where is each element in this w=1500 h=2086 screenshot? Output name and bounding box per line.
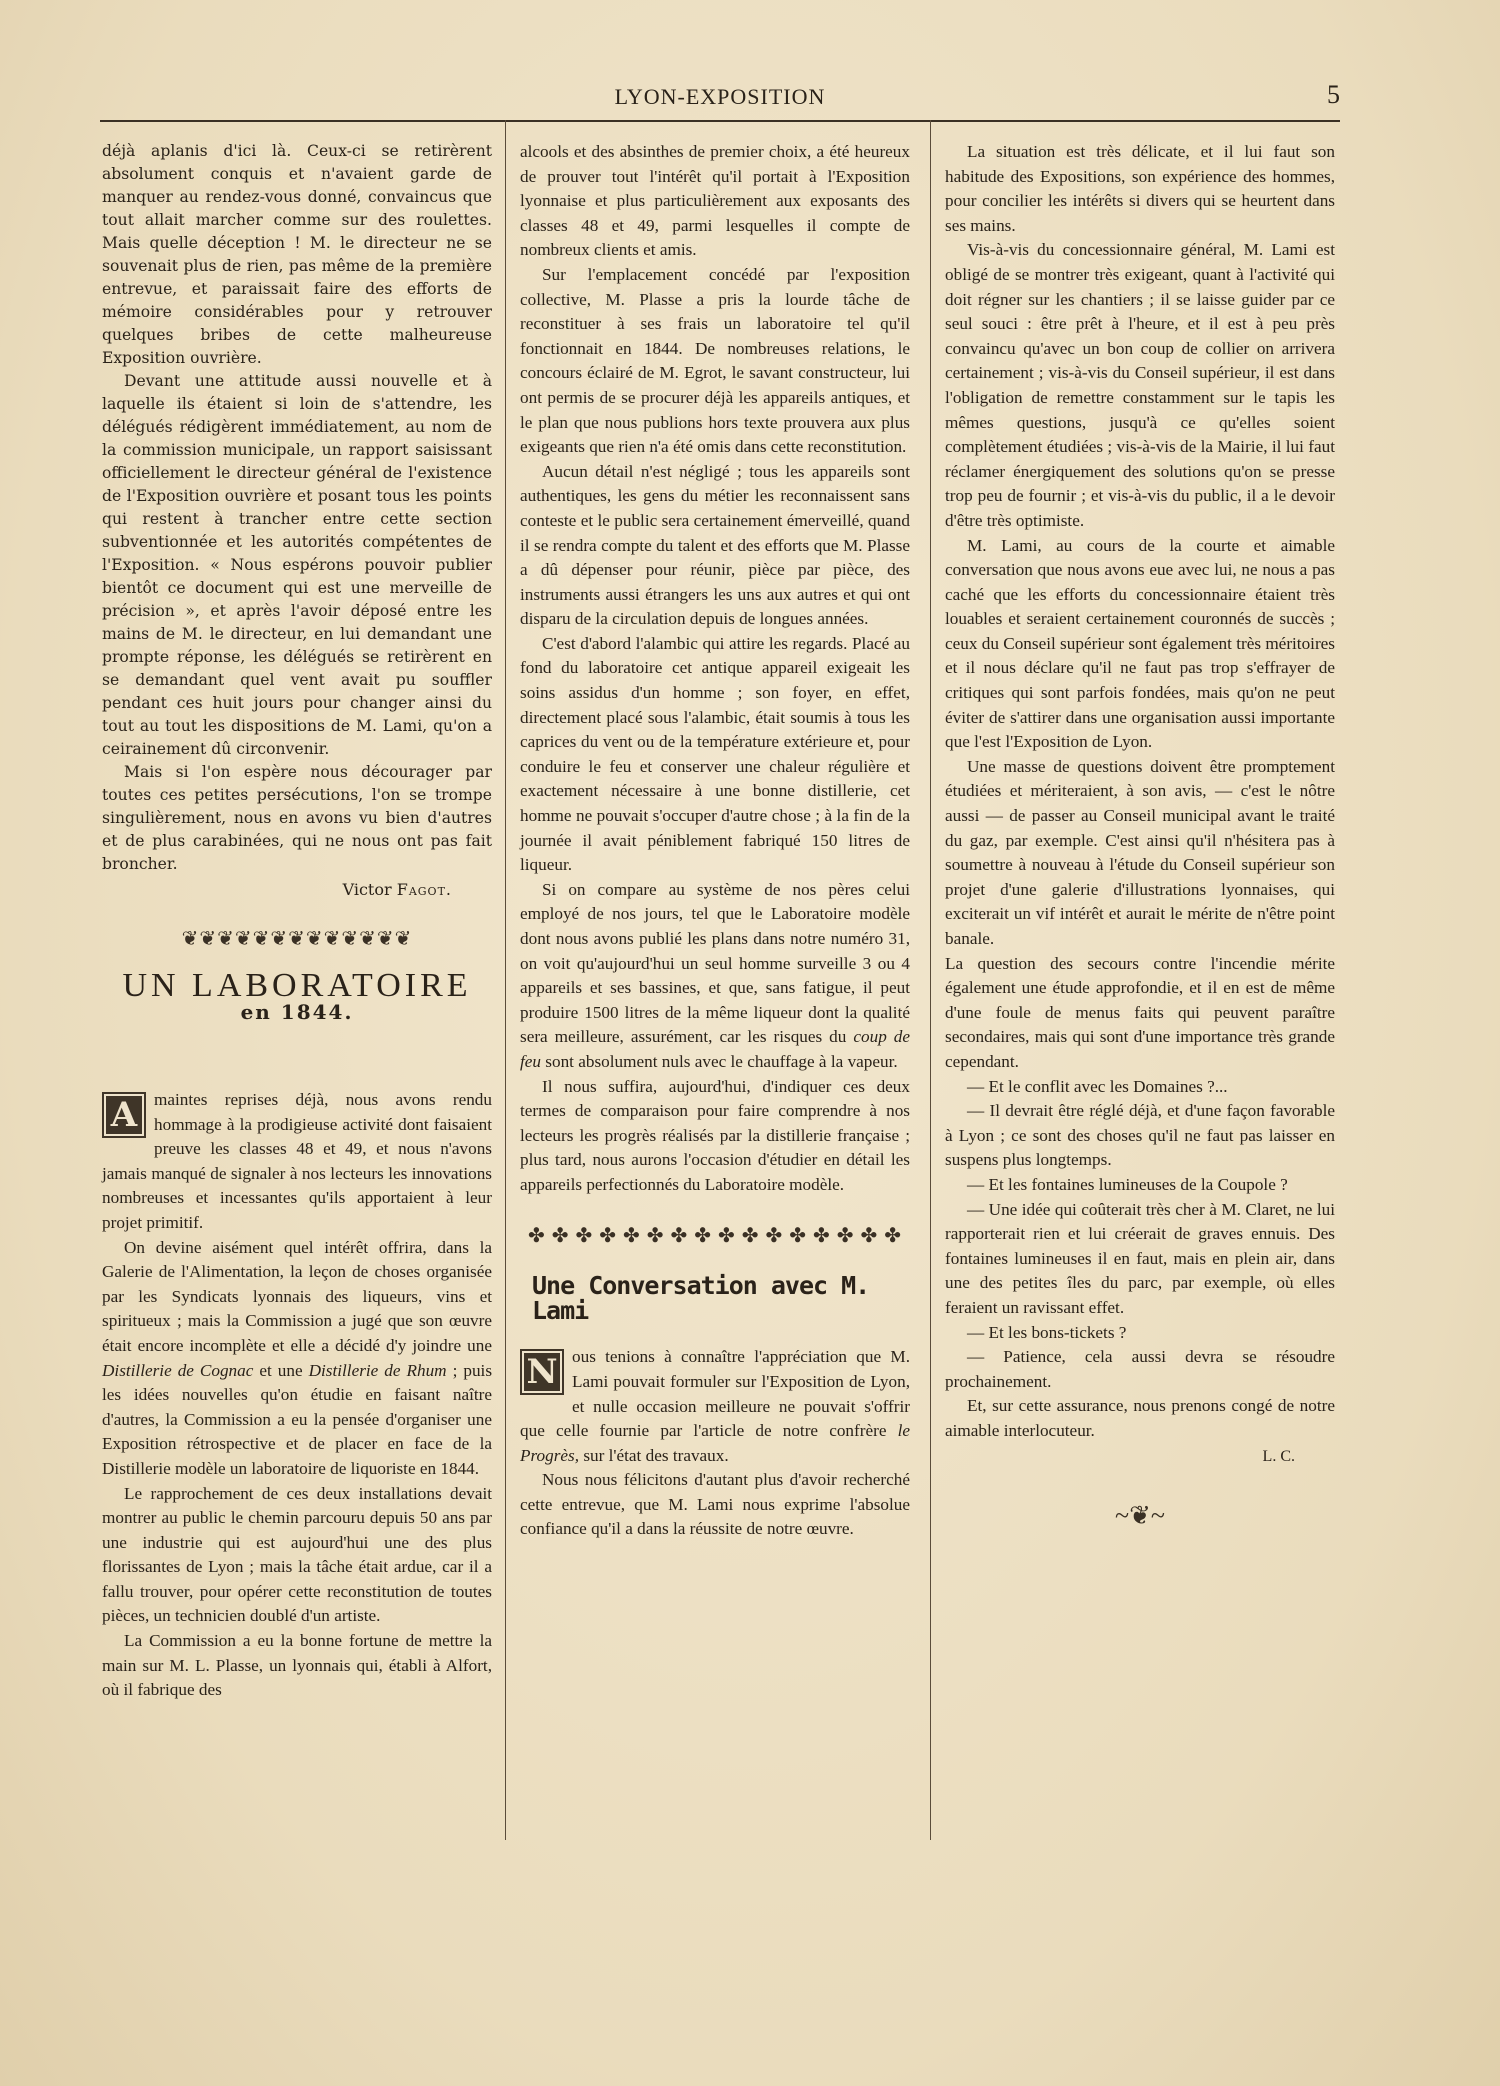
paragraph: Il nous suffira, aujourd'hui, d'indiquer ces deux termes de comparaison pour faire comprendre à nos lecteurs les progrès réalisés par la distillerie française ; plus tard, nous aurons l'occasion d'étudier en détail les appareils perfectionnés du Laboratoire modèle. (520, 1076, 910, 1194)
paragraph-text: ; puis les idées nouvelles qu'on étudie en faisant naître d'autres, la Commission a eu la pensée d'organiser une Exposition rétrospective et de placer en face de la Distillerie modèle un laboratoire de liquoriste en 1844. (102, 1360, 493, 1478)
column-rule (505, 120, 506, 1840)
paragraph: — Et les bons-tickets ? (967, 1322, 1127, 1342)
paragraph: La question des secours contre l'incendie mérite également une étude approfondie, et il en est de même d'une foule de menus faits qui peuvent paraître secondaires, mais qui sont d'une importance très grande cependant. (945, 953, 1335, 1071)
author-signature: L. C. (1262, 1448, 1295, 1466)
paragraph-text: maintes reprises déjà, nous avons rendu hommage à la prodigieuse activité dont faisaient preuve les classes 48 et 49, et nous n'avons jamais manqué de signaler à nos lecteurs les innovations nombreuses et incessantes qu'ils apportaient à leur projet primitif. (102, 1090, 492, 1232)
column-rule (930, 120, 931, 1840)
paragraph: La situation est très délicate, et il lui faut son habitude des Expositions, son expérience des hommes, pour concilier les intérêts si divers qui se heurtent dans ses mains. (945, 142, 1335, 235)
paragraph-text: sont absolument nuls avec le chauffage à la vapeur. (545, 1051, 898, 1071)
paragraph: déjà aplanis d'ici là. Ceux-ci se retirèrent absolument conquis et n'avaient garde de manquer au rendez-vous donné, convaincus que tout allait marcher comme sur des roulettes. Mais quelle déception ! M. le directeur ne se souvenait plus de rien, pas même de la première entrevue, et paraissait faire des efforts de mémoire considérables pour y retrouver quelques bribes de cette malheureuse Exposition ouvrière. (102, 142, 492, 367)
paragraph-text: sur l'état des travaux. (583, 1445, 729, 1465)
italic-text: Distillerie de Cognac (102, 1360, 254, 1380)
paragraph: La Commission a eu la bonne fortune de mettre la main sur M. L. Plasse, un lyonnais qui, établi à Alfort, où il fabrique des (102, 1631, 492, 1700)
paragraph: Une masse de questions doivent être promptement étudiées et mériteraient, à son avis, — c'est le nôtre aussi — de passer au Conseil municipal avant le traité du gaz, par exemple. C'est ainsi qu'il n'hésitera pas à soumettre à nouveau à l'étude du Conseil supérieur son projet d'une galerie d'illustrations lyonnaises, qui exciterait un vif intérêt et aurait le mérite de n'être point banale. (945, 756, 1335, 948)
italic-text: coup de feu (520, 1027, 910, 1071)
paragraph: Devant une attitude aussi nouvelle et à laquelle ils étaient si loin de s'attendre, les délégués rédigèrent immédiatement, au nom de la commission municipale, un rapport saisissant officiellement le directeur général de l'existence de l'Exposition ouvrière et posant tous les points qui restent à trancher entre cette section subventionnée et les autorités compétentes de l'Exposition. « Nous espérons pouvoir publier bientôt ce document qui est une merveille de précision », et après l'avoir déposé entre les mains de M. le directeur, en lui demandant une prompte réponse, les délégués se retirèrent en se demandant quel vent avait pu souffler pendant ces huit jours pour changer ainsi du tout au tout les dispositions de M. Lami, qu'on a ceirainement dû circonvenir. (102, 372, 492, 758)
ornament-band: ❦❦❦❦❦❦❦❦❦❦❦❦❦ (181, 927, 413, 950)
author-first-name: Victor (342, 880, 392, 899)
paragraph: Sur l'emplacement concédé par l'exposition collective, M. Plasse a pris la lourde tâche de reconstituer à ses frais un laboratoire tel qu'il fonctionnait en 1844. De nombreuses relations, le concours éclairé de M. Egrot, le savant constructeur, lui ont permis de se procurer déjà les appareils antiques, et le plan que nous publions hors texte prouvera aux plus exigeants que rien n'a été omis dans cette reconstitution. (520, 264, 910, 457)
paragraph (102, 1088, 492, 1236)
section-title-laboratoire: UN LABORATOIRE (122, 967, 472, 1004)
paragraph: Et, sur cette assurance, nous prenons congé de notre aimable interlocuteur. (945, 1396, 1335, 1440)
author-last-name: Fagot. (396, 880, 452, 899)
paragraph: — Il devrait être réglé déjà, et d'une façon favorable à Lyon ; ce sont des choses qu'il ne faut pas laisser en suspens plus longtemps. (945, 1101, 1335, 1170)
paragraph: — Une idée qui coûterait très cher à M. Claret, ne lui rapporterait rien et lui créerait de graves ennuis. Des fontaines lumineuses il en faut, mais en plein air, dans une des petites îles du parc, par exemple, où elles feraient un ravissant effet. (945, 1199, 1335, 1317)
paragraph: Vis-à-vis du concessionnaire général, M. Lami est obligé de se montrer très exigeant, quant à l'activité qui doit régner sur les chantiers ; il se laisse guider par ce seul souci : être prêt à l'heure, et il est à peu près convaincu qu'avec un bon coup de collier on arrivera certainement ; vis-à-vis du Conseil supérieur, il est dans l'obligation de remettre constamment sur le tapis les mêmes questions, jusqu'à ce qu'elles soient complètement étudiées ; vis-à-vis de la Mairie, il lui faut réclamer énergiquement des solutions qu'on se presse trop peu de fournir ; et vis-à-vis du public, il a le devoir d'être très optimiste. (945, 240, 1335, 530)
column-1-article (102, 1088, 492, 1703)
column-1 (102, 140, 492, 1050)
dropcap-letter: N (520, 1349, 564, 1395)
paragraph (520, 1345, 910, 1468)
page-number: 5 (1327, 80, 1340, 109)
italic-text: le Progrès, (520, 1421, 911, 1465)
paragraph (102, 1236, 492, 1482)
paragraph (520, 878, 910, 1075)
section-subtitle: en 1844. (240, 1000, 354, 1024)
section-title-conversation: Une Conversation avec M. Lami (532, 1271, 870, 1325)
page-header (100, 80, 1340, 122)
running-title: LYON-EXPOSITION (614, 84, 826, 109)
paragraph-text: et une (259, 1360, 303, 1380)
italic-text: Distillerie de Rhum (308, 1360, 447, 1380)
paragraph: C'est d'abord l'alambic qui attire les regards. Placé au fond du laboratoire cet antique appareil exigeait les soins assidus d'un homme ; son foyer, en effet, directement placé sous l'alambic, était soumis à tous les caprices du vent ou de la température extérieure et, pour conduire le feu et conserver une chaleur régulière et exactement nécessaire à une bonne distillerie, cet homme ne pouvait s'occuper d'autre chose ; à la fin de la journée il avait péniblement fabriqué 150 litres de liqueur. (520, 633, 910, 875)
dropcap-letter: A (102, 1092, 146, 1138)
paragraph: M. Lami, au cours de la courte et aimable conversation que nous avons eue avec lui, ne nous a pas caché que les efforts du concessionnaire étaient très louables et seraient certainement couronnés de succès ; ceux du Conseil supérieur sont également très méritoires et il nous déclare qu'il ne faut pas trop s'effrayer de critiques qui sont parfois fondées, mais qu'on ne peut éviter de s'attirer dans une organisation aussi importante que l'est l'Exposition de Lyon. (945, 535, 1335, 752)
paragraph-text: ous tenions à connaître l'appréciation que M. Lami pouvait formuler sur l'Exposition de Lyon, et nulle occasion meilleure ne pouvait s'offrir que celle fournie par l'article de notre confrère (520, 1347, 910, 1441)
column-3 (945, 140, 1335, 1529)
paragraph: alcools et des absinthes de premier choix, a été heureux de prouver tout l'intérêt qu'il portait à l'Exposition lyonnaise et plus particulièrement aux exposants des classes 48 et 49, parmi lesquelles il compte de nombreux clients et amis. (520, 142, 910, 260)
author-signature (102, 878, 452, 901)
paragraph: — Et le conflit avec les Domaines ?... (967, 1076, 1228, 1096)
column-2 (520, 140, 910, 1542)
paragraph: Mais si l'on espère nous décourager par toutes ces petites persécutions, l'on se trompe singulièrement, nous en avons vu bien d'autres et de plus carabinées, qui ne nous ont pas fait broncher. (102, 763, 492, 873)
paragraph: Le rapprochement de ces deux installations devait montrer au public le chemin parcouru depuis 50 ans par une industrie qui est aujourd'hui une des plus florissantes de Lyon ; mais la tâche était ardue, car il a fallu trouver, pour opérer cette reconstitution de toutes pièces, un technicien doublé d'un artiste. (102, 1483, 492, 1626)
paragraph: — Et les fontaines lumineuses de la Coupole ? (967, 1174, 1288, 1194)
paragraph: Nous nous félicitons d'autant plus d'avoir recherché cette entrevue, que M. Lami nous exprime l'absolue confiance qu'il a dans la réussite de notre œuvre. (520, 1470, 910, 1539)
paragraph-text: Si on compare au système de nos pères celui employé de nos jours, tel que le Laboratoire modèle dont nous avons publié les plans dans notre numéro 31, on voit qu'aujourd'hui un seul homme surveille 3 ou 4 appareils et ses bassines, et que, sans fatigue, il peut produire 1500 litres de la même liqueur dont la qualité sera meilleure, assurément, car les risques du (520, 879, 910, 1047)
paragraph-text: On devine aisément quel intérêt offrira, dans la Galerie de l'Alimentation, la leçon de choses organisée par les Syndicats lyonnais des liqueurs, vins et spiritueux ; mais la Commission a jugé que son œuvre était encore incomplète et elle a décidé d'y joindre une (102, 1237, 492, 1355)
paragraph: — Patience, cela aussi devra se résoudre prochainement. (945, 1347, 1335, 1391)
ornament-band: ✤ ✤ ✤ ✤ ✤ ✤ ✤ ✤ ✤ ✤ ✤ ✤ ✤ ✤ ✤ ✤ (527, 1224, 903, 1247)
paragraph: Aucun détail n'est négligé ; tous les appareils sont authentiques, les gens du métier les reconnaissent sans conteste et le public sera certainement émerveillé, quand il se rendra compte du talent et des efforts que M. Plasse a dû dépenser pour réunir, pièce par pièce, des instruments aussi étrangers les uns aux autres et qui ont disparu de la circulation depuis de longues années. (520, 461, 910, 629)
end-ornament: ~❦~ (1115, 1501, 1165, 1531)
